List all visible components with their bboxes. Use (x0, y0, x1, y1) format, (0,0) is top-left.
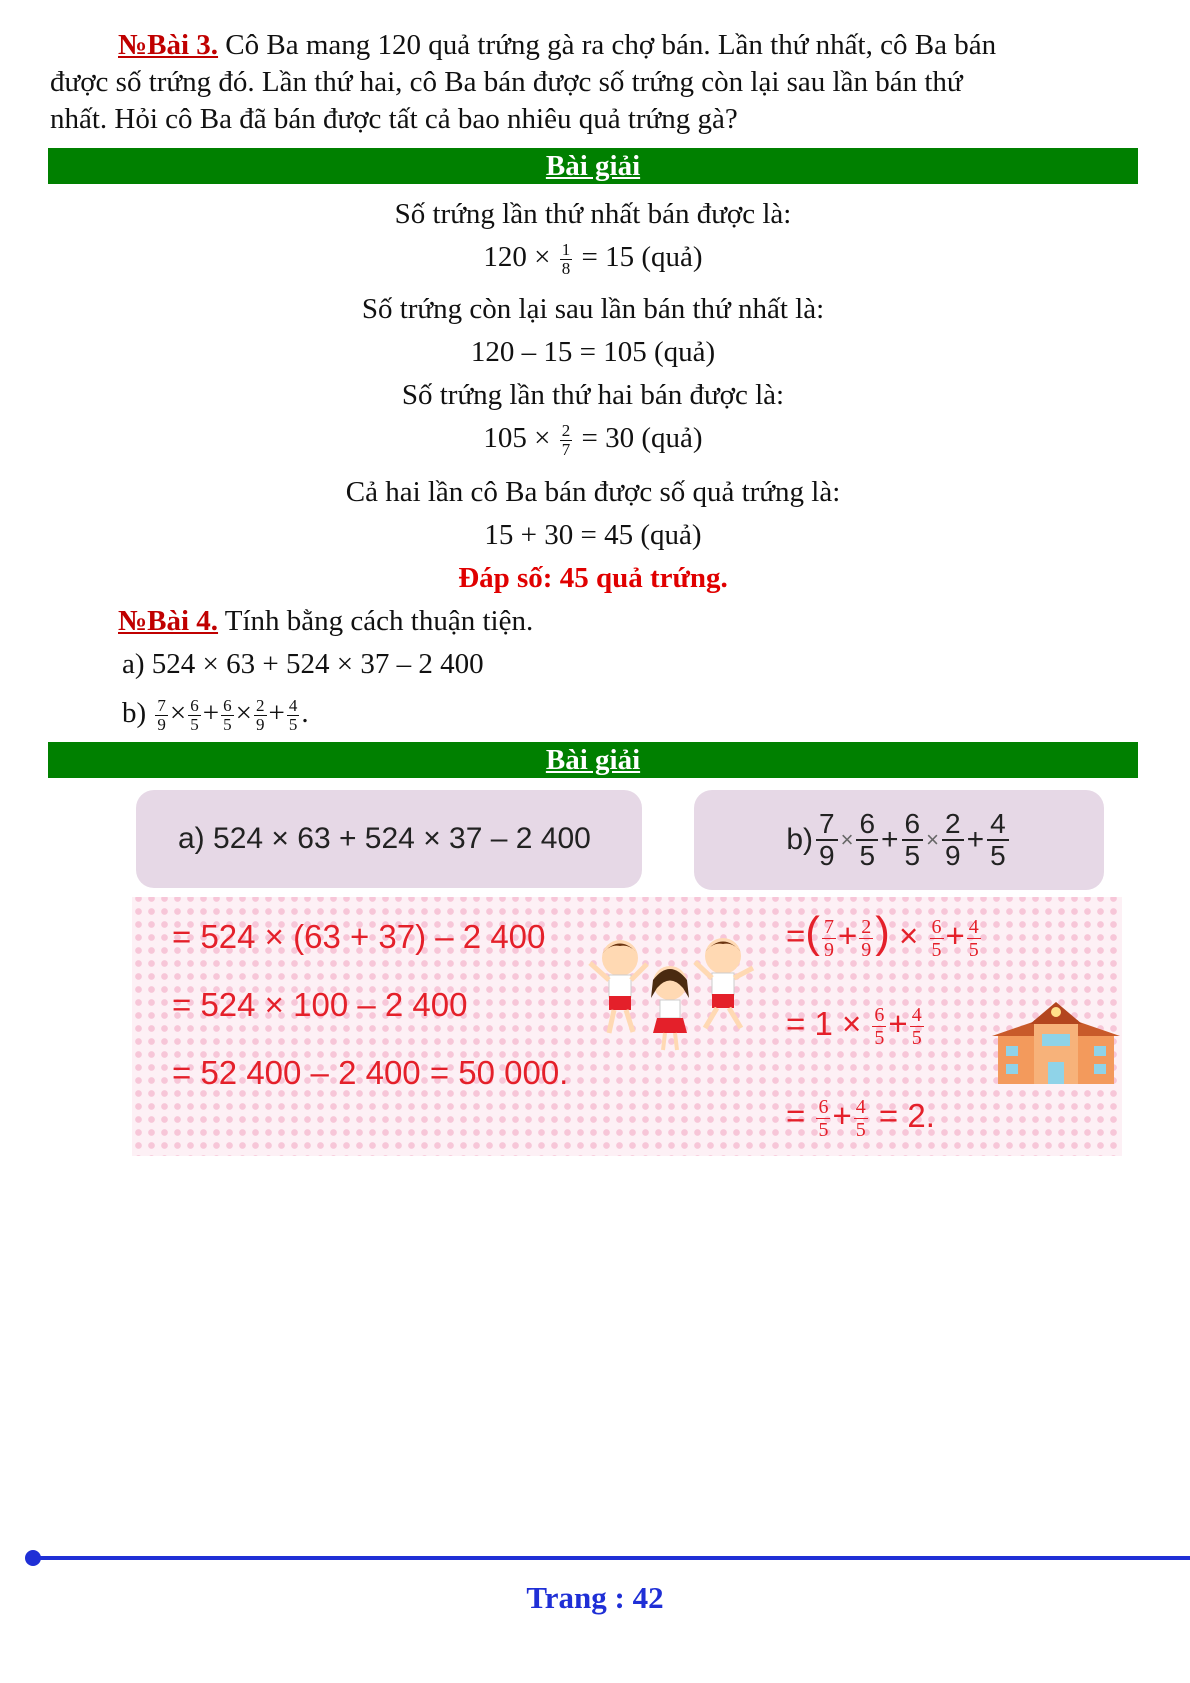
step-2-equation: 120 – 15 = 105 (quả) (470, 336, 716, 368)
problem-3-line-3: nhất. Hỏi cô Ba đã bán được tất cả bao nhiêu quả trứng gà? (50, 103, 738, 135)
problem-3-label: №Bài 3. (118, 29, 219, 61)
fraction: $\frac{1}{8}$ (561, 239, 571, 278)
solution-a-step-2: = 524 × 100 – 2 400 (172, 986, 468, 1023)
step-4-equation: 15 + 30 = 45 (quả) (484, 519, 702, 551)
problem-4-b: b) $\frac{7}{9}$ × $\frac{6}{5}$ + $\frac{6}{5}$ × $\frac{2}{9}$ + $\frac{4}{5}$ . (122, 695, 309, 734)
fraction: $\frac{2}{7}$ (561, 420, 571, 459)
child-left (590, 940, 647, 1033)
step-3-equation: 105 × $\frac{2}{7}$ = 30 (quả) (483, 420, 703, 459)
solution-b-step-2: = 1 × $\frac{6}{5}$ + $\frac{4}{5}$ (786, 1004, 922, 1049)
solution-header-bar (48, 148, 1138, 184)
expression-box-a: a) 524 × 63 + 524 × 37 – 2 400 (136, 790, 642, 888)
solution-b-step-3: = $\frac{6}{5}$ + $\frac{4}{5}$ = 2. (786, 1096, 935, 1141)
children-illustration (585, 928, 765, 1053)
step-1-equation: 120 × $\frac{1}{8}$ = 15 (quả) (483, 239, 703, 278)
answer: Đáp số: 45 quả trứng. (458, 562, 728, 594)
step-4-text: Cả hai lần cô Ba bán được số quả trứng là: (345, 476, 841, 508)
child-middle (651, 966, 689, 1050)
solution-header: Bài giải (545, 150, 641, 182)
school-building-illustration (990, 998, 1122, 1088)
step-2-text: Số trứng còn lại sau lần bán thứ nhất là: (361, 293, 825, 325)
solution-b-step-1: =( $\frac{7}{9}$ + $\frac{2}{9}$ ) × $\frac{6}{5}$ + $\frac{4}{5}$ (786, 908, 979, 961)
problem-4-a: a) 524 × 63 + 524 × 37 – 2 400 (122, 648, 484, 680)
step-1-text: Số trứng lần thứ nhất bán được là: (394, 198, 792, 230)
solution-a-step-1: = 524 × (63 + 37) – 2 400 (172, 918, 546, 955)
problem-3-line-1: №Bài 3. Cô Ba mang 120 quả trứng gà ra chợ bán. Lần thứ nhất, cô Ba bán (118, 29, 997, 61)
footer-rule (32, 1556, 1190, 1560)
child-right (695, 938, 753, 1028)
problem-3-line-2: được số trứng đó. Lần thứ hai, cô Ba bán được số trứng còn lại sau lần bán thứ (50, 66, 963, 98)
page-number: Trang : 42 (526, 1580, 664, 1615)
problem-4-label: №Bài 4. (118, 605, 219, 637)
solution-a-step-3: = 52 400 – 2 400 = 50 000. (172, 1054, 569, 1091)
step-3-text: Số trứng lần thứ hai bán được là: (401, 379, 785, 411)
solution-header-bar-2 (48, 742, 1138, 778)
expression-box-b: b) $\frac{7}{9}$ × $\frac{6}{5}$ + $\frac{6}{5}$ × $\frac{2}{9}$ + $\frac{4}{5}$ (694, 790, 1104, 890)
solution-header-2: Bài giải (545, 744, 641, 776)
problem-4-title: №Bài 4. Tính bằng cách thuận tiện. (118, 605, 534, 637)
